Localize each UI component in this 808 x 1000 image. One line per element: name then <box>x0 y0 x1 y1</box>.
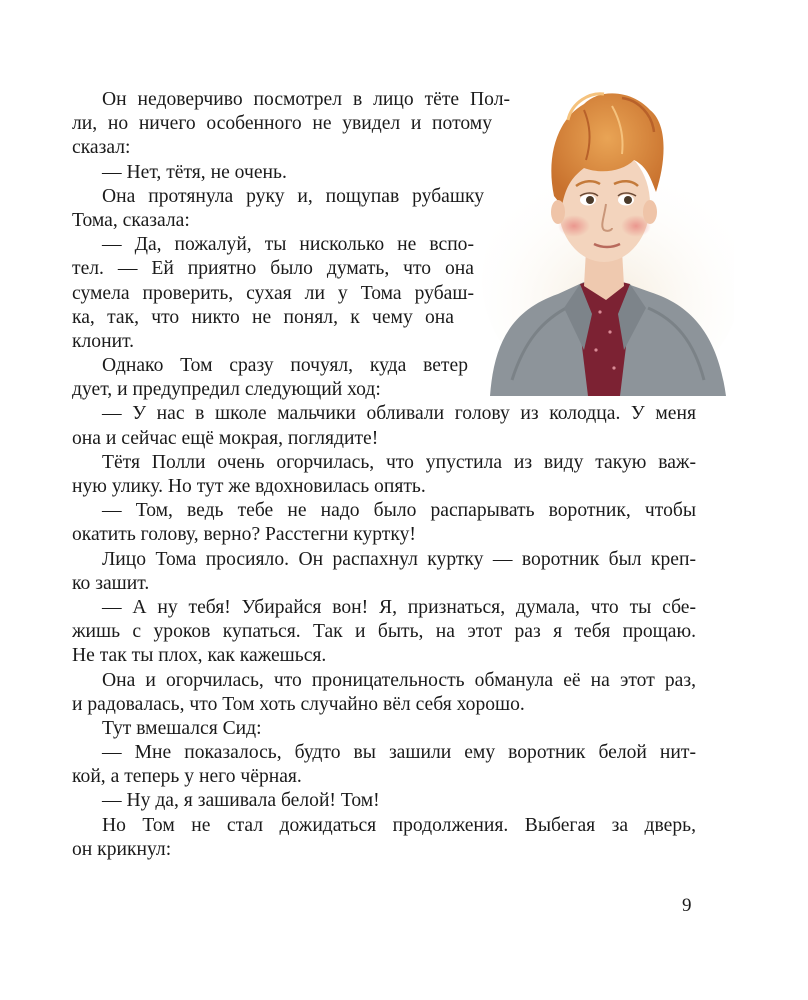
text-line: Лицо Тома просияло. Он распахнул куртку — воротник был креп- <box>102 548 696 570</box>
text-line: сказал: <box>72 137 131 159</box>
text-line: и радовалась, что Том хоть случайно вёл себя хорошо. <box>72 693 525 715</box>
text-line: окатить голову, верно? Расстегни куртку! <box>72 524 416 546</box>
text-line: Она и огорчилась, что проницательность обманула её на этот раз, <box>102 669 696 691</box>
text-line: — Том, ведь тебе не надо было распарывать воротник, чтобы <box>102 500 696 522</box>
text-line: Он недоверчиво посмотрел в лицо тёте Пол- <box>102 89 510 110</box>
text-line: жишь с уроков купаться. Так и быть, на этот раз я тебя прощаю. <box>72 621 696 643</box>
text-line: Тут вмешался Сид: <box>102 717 262 739</box>
text-line: — Ну да, я зашивала белой! Том! <box>102 790 380 812</box>
text-line: дует, и предупредил следующий ход: <box>72 379 381 401</box>
page-number: 9 <box>682 895 692 916</box>
text-line: она и сейчас ещё мокрая, поглядите! <box>72 427 379 449</box>
text-line: тел. — Ей приятно было думать, что она <box>72 258 474 280</box>
text-line: ко зашит. <box>72 572 150 594</box>
text-line: Но Том не стал дожидаться продолжения. Выбегая за дверь, <box>102 814 696 836</box>
text-line: ка, так, что никто не понял, к чему она <box>72 306 454 328</box>
text-line: — Нет, тётя, не очень. <box>102 161 287 183</box>
text-line: Однако Том сразу почуял, куда ветер <box>102 355 468 377</box>
text-line: — Да, пожалуй, ты нисколько не вспо- <box>102 234 474 256</box>
text-line: Тома, сказала: <box>72 209 190 231</box>
text-line: — У нас в школе мальчики обливали голову из колодца. У меня <box>102 403 696 425</box>
text-line: Не так ты плох, как кажешься. <box>72 645 327 667</box>
text-line: — Мне показалось, будто вы зашили ему воротник белой нит- <box>102 742 696 764</box>
boy-portrait-illustration <box>472 80 734 396</box>
text-line: клонит. <box>72 330 135 352</box>
text-line: кой, а теперь у него чёрная. <box>72 766 302 788</box>
text-line: ли, но ничего особенного не увидел и потому <box>72 113 492 135</box>
text-line: сумела проверить, сухая ли у Тома рубаш- <box>72 282 474 304</box>
text-line: Она протянула руку и, пощупав рубашку <box>102 185 484 207</box>
text-line: ную улику. Но тут же вдохновилась опять. <box>72 476 426 497</box>
text-line: — А ну тебя! Убирайся вон! Я, признаться, думала, что ты сбе- <box>102 596 696 618</box>
text-line: он крикнул: <box>72 838 172 860</box>
text-line: Тётя Полли очень огорчилась, что упустила из виду такую важ- <box>102 451 696 473</box>
